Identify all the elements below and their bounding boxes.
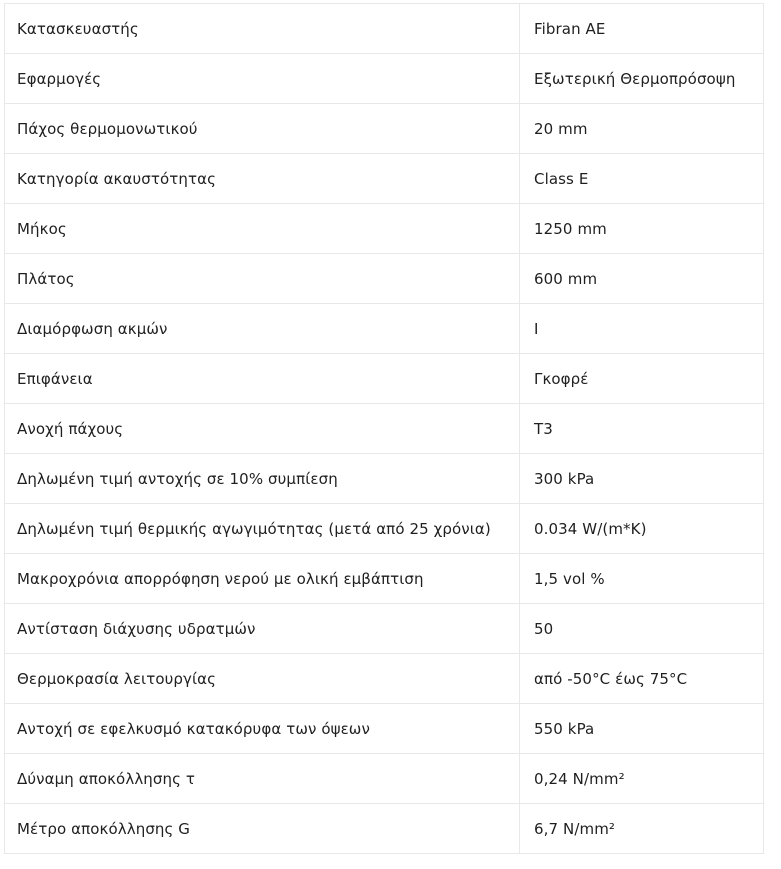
spec-row-thickness <box>5 104 764 154</box>
spec-value: 0.034 W/(m*K) <box>520 504 764 554</box>
spec-row-tensile-strength <box>5 704 764 754</box>
spec-table <box>4 3 764 854</box>
spec-label: Διαμόρφωση ακμών <box>5 304 520 354</box>
spec-label: Ανοχή πάχους <box>5 404 520 454</box>
spec-row-compressive-strength <box>5 454 764 504</box>
spec-label: Δύναμη αποκόλλησης τ <box>5 754 520 804</box>
spec-label: Δηλωμένη τιμή αντοχής σε 10% συμπίεση <box>5 454 520 504</box>
spec-value: Fibran AE <box>520 4 764 54</box>
spec-row-surface <box>5 354 764 404</box>
spec-value: 0,24 N/mm² <box>520 754 764 804</box>
spec-row-vapour-diffusion <box>5 604 764 654</box>
spec-value: Εξωτερική Θερμοπρόσοψη <box>520 54 764 104</box>
spec-label: Κατηγορία ακαυστότητας <box>5 154 520 204</box>
spec-label: Θερμοκρασία λειτουργίας <box>5 654 520 704</box>
spec-value: 1250 mm <box>520 204 764 254</box>
spec-row-thickness-tolerance <box>5 404 764 454</box>
spec-value: I <box>520 304 764 354</box>
spec-value: T3 <box>520 404 764 454</box>
spec-label: Πάχος θερμομονωτικού <box>5 104 520 154</box>
spec-label: Πλάτος <box>5 254 520 304</box>
spec-label: Αντοχή σε εφελκυσμό κατακόρυφα των όψεων <box>5 704 520 754</box>
spec-value: 1,5 vol % <box>520 554 764 604</box>
spec-label: Επιφάνεια <box>5 354 520 404</box>
spec-label: Μακροχρόνια απορρόφηση νερού με ολική εμβάπτιση <box>5 554 520 604</box>
spec-row-shear-strength <box>5 754 764 804</box>
spec-label: Κατασκευαστής <box>5 4 520 54</box>
spec-row-shear-modulus <box>5 804 764 854</box>
spec-value: από -50°C έως 75°C <box>520 654 764 704</box>
spec-label: Δηλωμένη τιμή θερμικής αγωγιμότητας (μετά από 25 χρόνια) <box>5 504 520 554</box>
spec-row-operating-temperature <box>5 654 764 704</box>
spec-row-applications <box>5 54 764 104</box>
spec-row-thermal-conductivity <box>5 504 764 554</box>
spec-label: Εφαρμογές <box>5 54 520 104</box>
spec-row-manufacturer <box>5 4 764 54</box>
spec-label: Μέτρο αποκόλλησης G <box>5 804 520 854</box>
spec-value: 50 <box>520 604 764 654</box>
spec-value: 600 mm <box>520 254 764 304</box>
spec-table-body <box>5 4 764 854</box>
spec-row-length <box>5 204 764 254</box>
spec-row-fire-class <box>5 154 764 204</box>
spec-value: 6,7 N/mm² <box>520 804 764 854</box>
spec-value: 550 kPa <box>520 704 764 754</box>
spec-row-water-absorption <box>5 554 764 604</box>
spec-value: 20 mm <box>520 104 764 154</box>
spec-row-width <box>5 254 764 304</box>
spec-value: 300 kPa <box>520 454 764 504</box>
spec-label: Αντίσταση διάχυσης υδρατμών <box>5 604 520 654</box>
spec-row-edge-profile <box>5 304 764 354</box>
spec-value: Γκοφρέ <box>520 354 764 404</box>
spec-value: Class E <box>520 154 764 204</box>
spec-label: Μήκος <box>5 204 520 254</box>
